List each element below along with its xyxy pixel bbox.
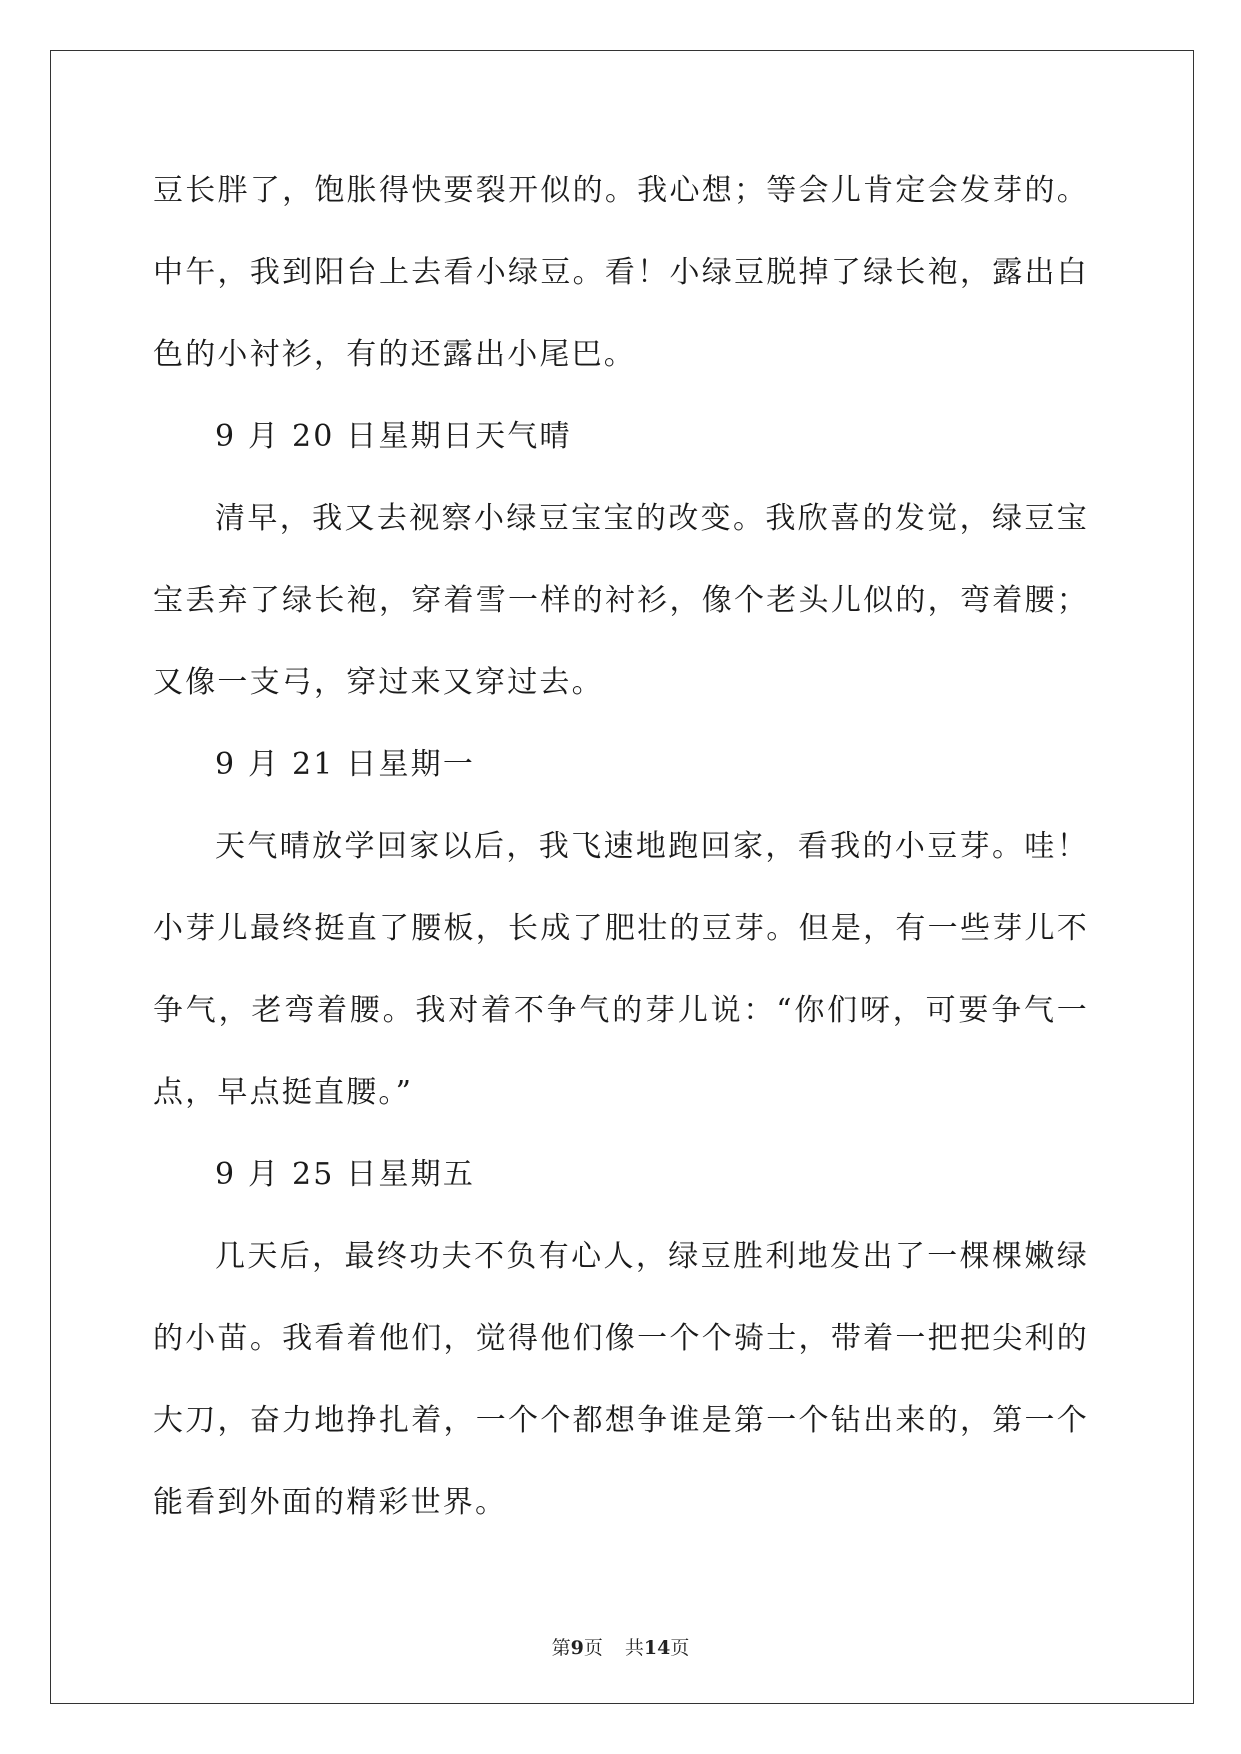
date-heading: 9 月 21 日星期一 — [215, 747, 476, 782]
paragraph: 豆长胖了，饱胀得快要裂开似的。我心想；等会儿肯定会发芽的。中午，我到阳台上去看小绿豆。看！小绿豆脱掉了绿长袍，露出白色的小衬衫，有的还露出小尾巴。 — [153, 173, 1089, 372]
paragraph: 天气晴放学回家以后，我飞速地跑回家，看我的小豆芽。哇！小芽儿最终挺直了腰板，长成了肥壮的豆芽。但是，有一些芽儿不争气，老弯着腰。我对着不争气的芽儿说：“你们呀，可要争气一点，早点挺直腰。” — [153, 829, 1089, 1110]
date-heading: 9 月 20 日星期日天气晴 — [215, 419, 572, 454]
date-heading: 9 月 25 日星期五 — [215, 1157, 476, 1192]
footer-total-prefix: 共 — [624, 1637, 644, 1659]
page-footer — [0, 1636, 1241, 1660]
current-page-number: 9 — [570, 1637, 584, 1659]
footer-prefix: 第 — [551, 1637, 571, 1659]
paragraph: 几天后，最终功夫不负有心人，绿豆胜利地发出了一棵棵嫩绿的小苗。我看着他们，觉得他们像一个个骑士，带着一把把尖利的大刀，奋力地挣扎着，一个个都想争谁是第一个钻出来的，第一个能看到外面的精彩世界。 — [153, 1239, 1089, 1520]
document-body — [153, 150, 1089, 1544]
footer-page-suffix: 页 — [583, 1637, 603, 1659]
paragraph: 清早，我又去视察小绿豆宝宝的改变。我欣喜的发觉，绿豆宝宝丢弃了绿长袍，穿着雪一样的衬衫，像个老头儿似的，弯着腰；又像一支弓，穿过来又穿过去。 — [153, 501, 1089, 700]
footer-total-suffix: 页 — [670, 1637, 690, 1659]
total-pages-number: 14 — [643, 1637, 671, 1659]
